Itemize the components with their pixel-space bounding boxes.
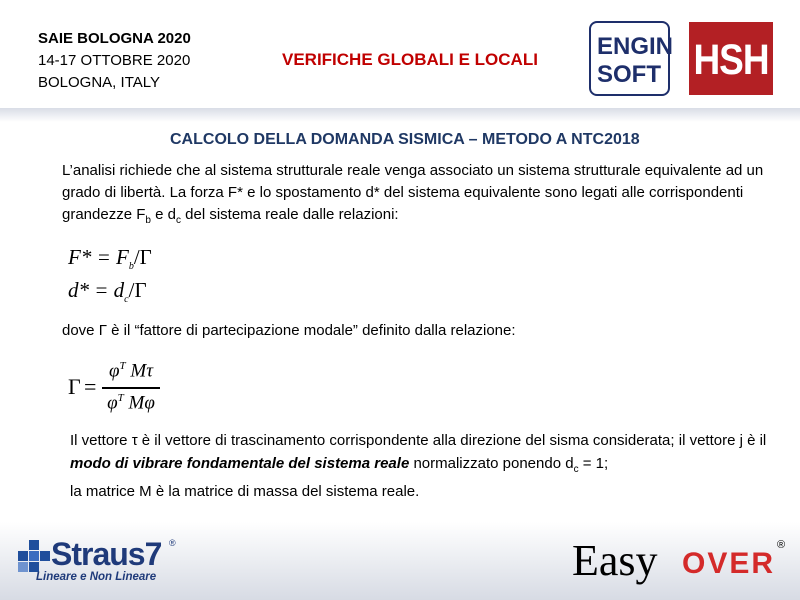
straus7-squares-icon bbox=[18, 540, 50, 572]
hsh-logo: HSH bbox=[689, 22, 773, 95]
header-divider bbox=[0, 108, 800, 122]
fraction-numerator: $\varphi^T$ Mτ bbox=[108, 360, 154, 382]
gamma-fraction bbox=[102, 360, 160, 416]
event-location: BOLOGNA, ITALY bbox=[38, 74, 160, 91]
event-dates: 14-17 OTTOBRE 2020 bbox=[38, 52, 191, 69]
formula-force: $F* = F_b/\Gamma$ bbox=[68, 245, 152, 273]
vectors-paragraph: Il vettore τ è il vettore di trascinamento corrispondente alla direzione del sisma considerata; il vettore j è il modo di vibrare fondamentale del sistema reale normalizzato ponendo $d_c = 1$; la matrice M è la matrice di massa del sistema reale. bbox=[70, 432, 767, 500]
event-info bbox=[38, 28, 191, 94]
fraction-bar bbox=[102, 387, 160, 389]
header-title: VERIFICHE GLOBALI E LOCALI bbox=[282, 50, 538, 69]
gamma-definition-text: dove Γ è il “fattore di partecipazione modale” definito dalla relazione: bbox=[62, 322, 516, 339]
event-name: SAIE BOLOGNA 2020 bbox=[38, 30, 191, 47]
straus7-logo: Straus7 ® Lineare e Non Lineare bbox=[18, 536, 188, 588]
section-title: CALCOLO DELLA DOMANDA SISMICA – METODO A NTC2018 bbox=[170, 131, 640, 148]
enginsoft-logo: ENGIN SOFT bbox=[589, 21, 670, 96]
intro-paragraph: L’analisi richiede che al sistema strutturale reale venga associato un sistema strutturale equivalente ad un grado di libertà. La forza F* e lo spostamento d* del sistema equivalente sono legati alle corrispondenti grandezze $F_b$ e $d_c$ del sistema reale dalle relazioni: bbox=[62, 162, 764, 226]
formula-displacement: $d* = d_c/\Gamma$ bbox=[68, 278, 147, 306]
easyover-logo: Easy OVER ® bbox=[572, 536, 786, 585]
fraction-denominator: $\varphi^T$ Mφ bbox=[107, 391, 155, 413]
